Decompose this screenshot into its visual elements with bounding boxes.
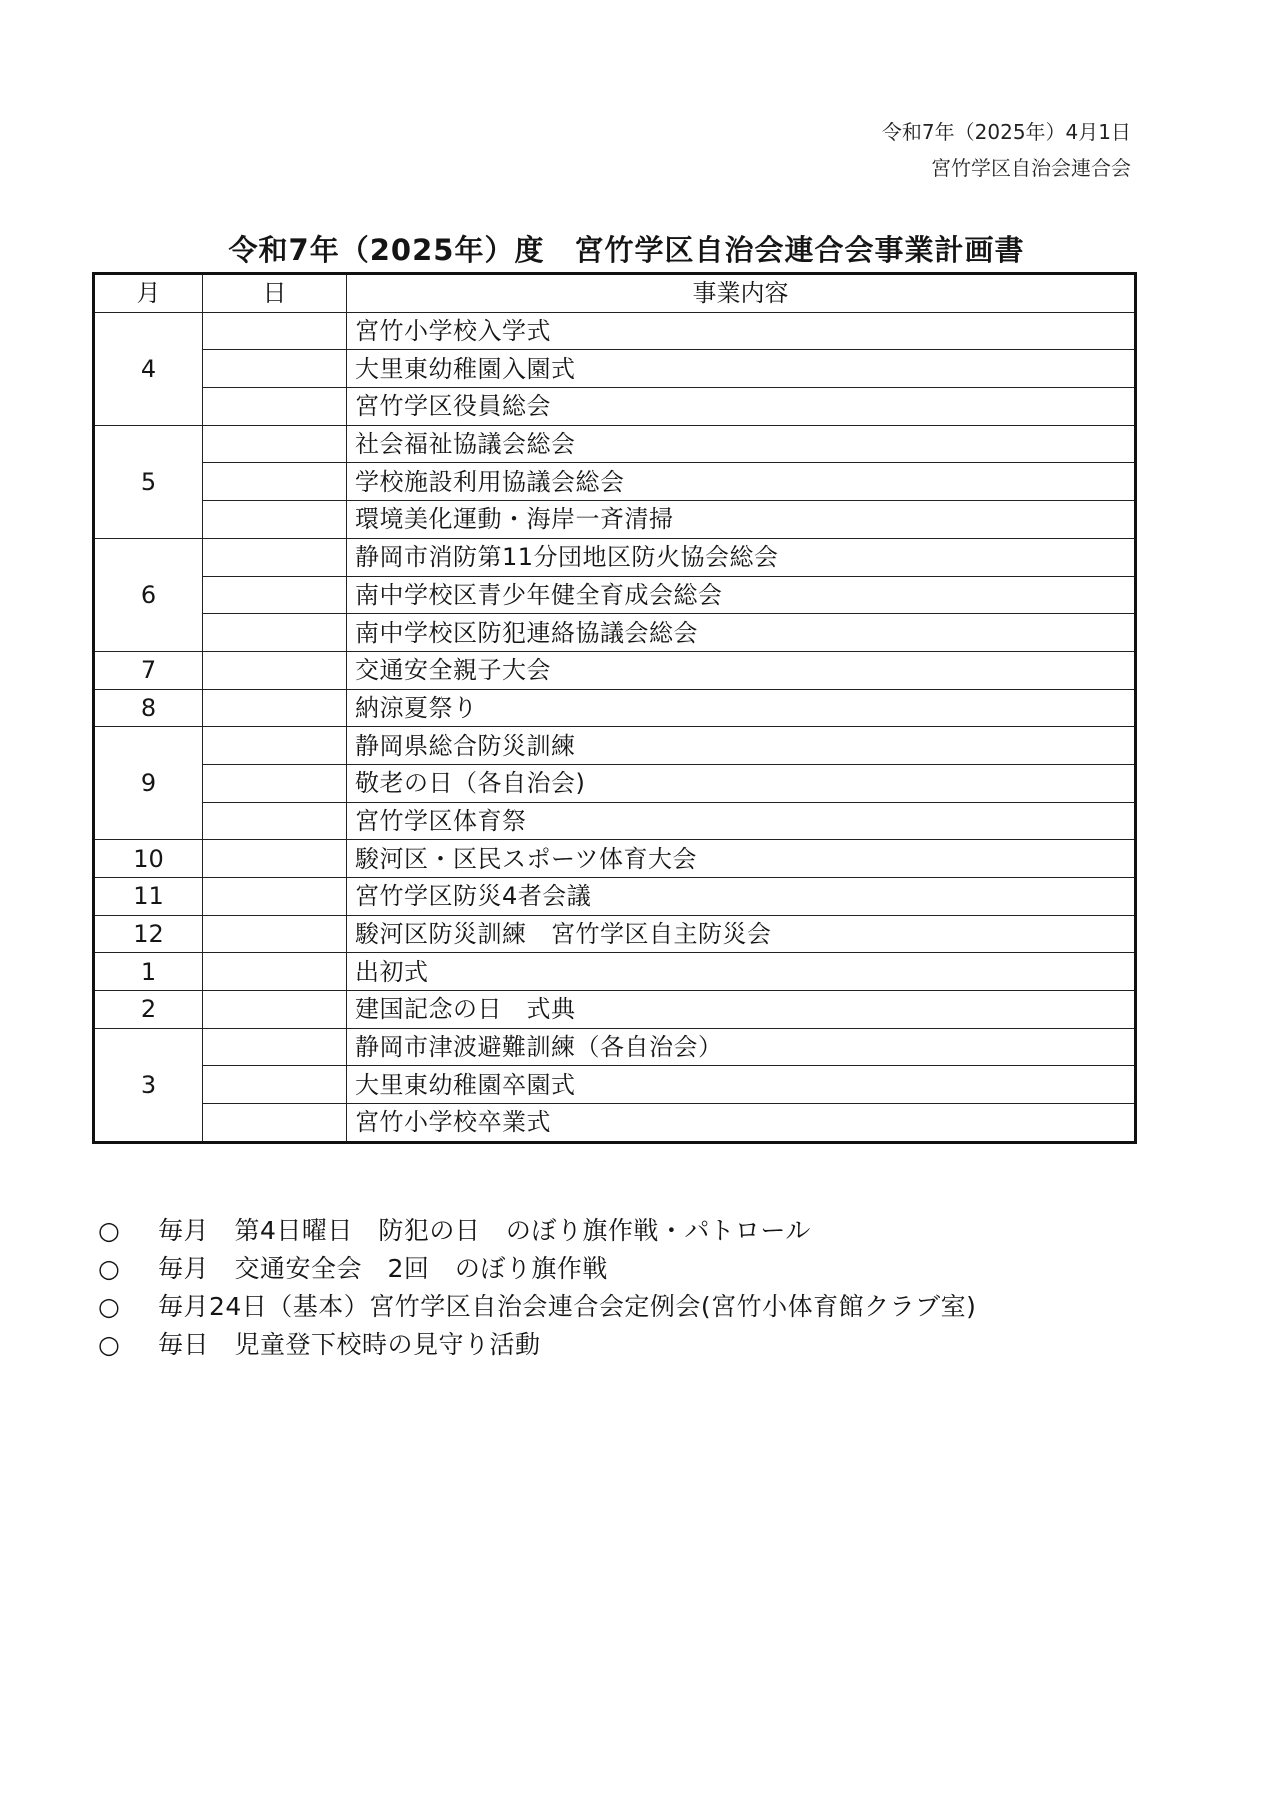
- event-cell: 静岡市津波避難訓練（各自治会）: [347, 1028, 1136, 1066]
- note-item: [98, 1250, 976, 1288]
- day-cell: [203, 576, 347, 614]
- month-cell: 9: [94, 727, 203, 840]
- day-cell: [203, 840, 347, 878]
- event-cell: 敬老の日（各自治会): [347, 764, 1136, 802]
- day-cell: [203, 953, 347, 991]
- day-cell: [203, 350, 347, 388]
- day-cell: [203, 991, 347, 1029]
- month-cell: 10: [94, 840, 203, 878]
- month-cell: 1: [94, 953, 203, 991]
- event-cell: 納涼夏祭り: [347, 689, 1136, 727]
- note-item: [98, 1288, 976, 1326]
- event-cell: 南中学校区防犯連絡協議会総会: [347, 614, 1136, 652]
- issue-date: 令和7年（2025年）4月1日: [881, 120, 1131, 144]
- month-cell: 7: [94, 651, 203, 689]
- day-cell: [203, 764, 347, 802]
- table-row: [94, 312, 1136, 350]
- day-cell: [203, 312, 347, 350]
- content-column-header: 事業内容: [347, 274, 1136, 313]
- table-row: [94, 501, 1136, 539]
- notes-list: [98, 1212, 976, 1364]
- header-block: [882, 114, 1131, 186]
- event-cell: 出初式: [347, 953, 1136, 991]
- table-row: [94, 350, 1136, 388]
- day-column-header: 日: [203, 274, 347, 313]
- month-cell: 5: [94, 425, 203, 538]
- table-row: [94, 1104, 1136, 1143]
- event-cell: 静岡市消防第11分団地区防火協会総会: [347, 538, 1136, 576]
- note-text: 毎月 交通安全会 2回 のぼり旗作戦: [158, 1254, 608, 1283]
- table-row: [94, 463, 1136, 501]
- table-row: [94, 538, 1136, 576]
- month-cell: 6: [94, 538, 203, 651]
- document-title: 令和7年（2025年）度 宮竹学区自治会連合会事業計画書: [228, 233, 1025, 267]
- table-row: [94, 802, 1136, 840]
- month-cell: 2: [94, 991, 203, 1029]
- event-cell: 環境美化運動・海岸一斉清掃: [347, 501, 1136, 539]
- day-cell: [203, 651, 347, 689]
- day-cell: [203, 1066, 347, 1104]
- event-cell: 大里東幼稚園入園式: [347, 350, 1136, 388]
- note-item: [98, 1326, 976, 1364]
- circle-bullet-icon: ○: [98, 1330, 121, 1359]
- event-cell: 宮竹学区防災4者会議: [347, 878, 1136, 916]
- day-cell: [203, 689, 347, 727]
- event-cell: 建国記念の日 式典: [347, 991, 1136, 1029]
- table-row: [94, 953, 1136, 991]
- table-row: [94, 689, 1136, 727]
- month-cell: 3: [94, 1028, 203, 1142]
- table-header-row: [94, 274, 1136, 313]
- event-cell: 宮竹小学校卒業式: [347, 1104, 1136, 1143]
- day-cell: [203, 1028, 347, 1066]
- note-text: 毎月24日（基本）宮竹学区自治会連合会定例会(宮竹小体育館クラブ室): [158, 1292, 977, 1321]
- circle-bullet-icon: ○: [98, 1254, 121, 1283]
- table-row: [94, 614, 1136, 652]
- month-cell: 8: [94, 689, 203, 727]
- day-cell: [203, 425, 347, 463]
- event-cell: 南中学校区青少年健全育成会総会: [347, 576, 1136, 614]
- day-cell: [203, 463, 347, 501]
- day-cell: [203, 388, 347, 426]
- event-cell: 学校施設利用協議会総会: [347, 463, 1136, 501]
- table-row: [94, 840, 1136, 878]
- event-cell: 大里東幼稚園卒園式: [347, 1066, 1136, 1104]
- day-cell: [203, 727, 347, 765]
- event-cell: 駿河区防災訓練 宮竹学区自主防災会: [347, 915, 1136, 953]
- event-cell: 駿河区・区民スポーツ体育大会: [347, 840, 1136, 878]
- note-item: [98, 1212, 976, 1250]
- day-cell: [203, 878, 347, 916]
- month-cell: 4: [94, 312, 203, 425]
- day-cell: [203, 538, 347, 576]
- table-row: [94, 388, 1136, 426]
- event-cell: 交通安全親子大会: [347, 651, 1136, 689]
- table-row: [94, 425, 1136, 463]
- event-cell: 宮竹学区役員総会: [347, 388, 1136, 426]
- note-text: 毎月 第4日曜日 防犯の日 のぼり旗作戦・パトロール: [158, 1216, 811, 1245]
- event-cell: 社会福祉協議会総会: [347, 425, 1136, 463]
- table-row: [94, 878, 1136, 916]
- circle-bullet-icon: ○: [98, 1216, 121, 1245]
- month-column-header: 月: [94, 274, 203, 313]
- table-row: [94, 1066, 1136, 1104]
- table-row: [94, 576, 1136, 614]
- day-cell: [203, 501, 347, 539]
- table-row: [94, 991, 1136, 1029]
- day-cell: [203, 915, 347, 953]
- table-row: [94, 1028, 1136, 1066]
- circle-bullet-icon: ○: [98, 1292, 121, 1321]
- day-cell: [203, 1104, 347, 1143]
- month-cell: 11: [94, 878, 203, 916]
- event-cell: 静岡県総合防災訓練: [347, 727, 1136, 765]
- note-text: 毎日 児童登下校時の見守り活動: [158, 1330, 541, 1359]
- organization-name: 宮竹学区自治会連合会: [931, 156, 1131, 180]
- day-cell: [203, 802, 347, 840]
- table-body: [94, 312, 1136, 1142]
- table-row: [94, 915, 1136, 953]
- event-cell: 宮竹小学校入学式: [347, 312, 1136, 350]
- table-row: [94, 727, 1136, 765]
- table-row: [94, 764, 1136, 802]
- event-cell: 宮竹学区体育祭: [347, 802, 1136, 840]
- table-row: [94, 651, 1136, 689]
- day-cell: [203, 614, 347, 652]
- month-cell: 12: [94, 915, 203, 953]
- business-plan-table: [92, 272, 1137, 1144]
